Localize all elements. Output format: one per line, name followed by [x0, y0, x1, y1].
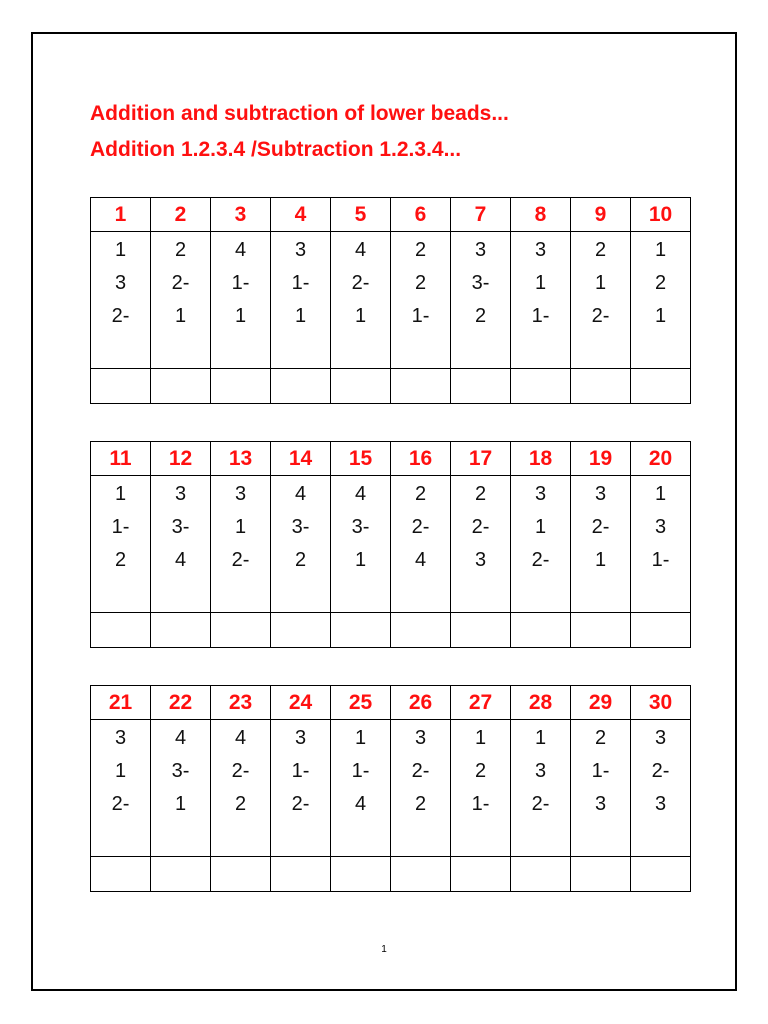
- problem-operand: 1: [654, 305, 667, 327]
- problem-operand: 1-: [291, 760, 310, 782]
- problem-operand: 2-: [411, 760, 430, 782]
- problem-number: 7: [451, 198, 511, 232]
- exercise-table: [90, 685, 691, 892]
- heading-line-1: Addition and subtraction of lower beads...: [90, 102, 509, 125]
- problem-operand: 3-: [291, 516, 310, 538]
- problem-cell: [631, 232, 691, 369]
- problem-number: 14: [271, 442, 331, 476]
- answer-cell[interactable]: [151, 369, 211, 404]
- answer-cell[interactable]: [631, 369, 691, 404]
- problem-number: 29: [571, 686, 631, 720]
- answer-cell[interactable]: [271, 613, 331, 648]
- answer-cell[interactable]: [451, 857, 511, 892]
- problem-number-row: [91, 442, 691, 476]
- answer-cell[interactable]: [91, 613, 151, 648]
- problem-operand: 1: [174, 305, 187, 327]
- problem-number: 30: [631, 686, 691, 720]
- problem-operand: 2-: [111, 793, 130, 815]
- problem-cell: [271, 720, 331, 857]
- problem-row: [91, 720, 691, 857]
- answer-cell[interactable]: [211, 369, 271, 404]
- problem-operand: 3: [414, 727, 427, 749]
- problem-operand: 4: [234, 727, 247, 749]
- problem-operand: 3-: [351, 516, 370, 538]
- problem-cell: [211, 720, 271, 857]
- problem-number: 6: [391, 198, 451, 232]
- problem-cell: [391, 232, 451, 369]
- problem-cell: [151, 720, 211, 857]
- problem-operand: 4: [354, 483, 367, 505]
- answer-cell[interactable]: [91, 857, 151, 892]
- problem-operand: 2-: [531, 793, 550, 815]
- problem-operand: 3: [654, 727, 667, 749]
- problem-operand: 3: [114, 272, 127, 294]
- problem-operand: 2: [654, 272, 667, 294]
- answer-cell[interactable]: [451, 369, 511, 404]
- problem-operand: 3: [534, 239, 547, 261]
- problem-cell: [511, 232, 571, 369]
- problem-operand: 3: [594, 793, 607, 815]
- problem-operand: 2: [594, 239, 607, 261]
- problem-number: 17: [451, 442, 511, 476]
- problem-number: 15: [331, 442, 391, 476]
- answer-cell[interactable]: [271, 369, 331, 404]
- problem-operand: 1: [234, 516, 247, 538]
- problem-number: 1: [91, 198, 151, 232]
- answer-cell[interactable]: [571, 857, 631, 892]
- problem-cell: [631, 476, 691, 613]
- problem-operand: 1-: [651, 549, 670, 571]
- problem-cell: [511, 476, 571, 613]
- exercise-table: [90, 441, 691, 648]
- problem-operand: 4: [174, 727, 187, 749]
- problem-operand: 2-: [471, 516, 490, 538]
- problem-operand: 1: [294, 305, 307, 327]
- answer-cell[interactable]: [631, 613, 691, 648]
- problem-operand: 1-: [531, 305, 550, 327]
- problem-number: 28: [511, 686, 571, 720]
- answer-row: [91, 613, 691, 648]
- problem-operand: 2-: [231, 549, 250, 571]
- problem-cell: [571, 476, 631, 613]
- problem-cell: [331, 476, 391, 613]
- problem-operand: 1: [354, 305, 367, 327]
- problem-operand: 3: [234, 483, 247, 505]
- problem-operand: 1: [114, 760, 127, 782]
- problem-operand: 2-: [171, 272, 190, 294]
- problem-operand: 2: [234, 793, 247, 815]
- problem-operand: 2: [594, 727, 607, 749]
- problem-operand: 1-: [351, 760, 370, 782]
- answer-cell[interactable]: [91, 369, 151, 404]
- problem-number: 9: [571, 198, 631, 232]
- heading-line-2: Addition 1.2.3.4 /Subtraction 1.2.3.4...: [90, 138, 462, 161]
- answer-cell[interactable]: [451, 613, 511, 648]
- problem-cell: [331, 720, 391, 857]
- problem-number: 11: [91, 442, 151, 476]
- problem-operand: 2-: [231, 760, 250, 782]
- problem-operand: 1-: [291, 272, 310, 294]
- problem-number: 26: [391, 686, 451, 720]
- problem-cell: [271, 476, 331, 613]
- problem-operand: 2-: [651, 760, 670, 782]
- problem-operand: 3: [654, 793, 667, 815]
- problem-operand: 1-: [591, 760, 610, 782]
- problem-operand: 2: [414, 272, 427, 294]
- problem-operand: 1: [654, 483, 667, 505]
- problem-number: 18: [511, 442, 571, 476]
- problem-operand: 2-: [351, 272, 370, 294]
- problem-operand: 1: [234, 305, 247, 327]
- problem-operand: 1: [354, 727, 367, 749]
- problem-cell: [91, 476, 151, 613]
- problem-cell: [631, 720, 691, 857]
- answer-cell[interactable]: [391, 369, 451, 404]
- problem-operand: 2: [474, 305, 487, 327]
- problem-operand: 1: [474, 727, 487, 749]
- answer-cell[interactable]: [511, 369, 571, 404]
- problem-operand: 3: [474, 549, 487, 571]
- problem-number: 3: [211, 198, 271, 232]
- problem-operand: 2: [414, 239, 427, 261]
- problem-operand: 2-: [111, 305, 130, 327]
- problem-number: 8: [511, 198, 571, 232]
- problem-operand: 3-: [171, 516, 190, 538]
- problem-cell: [151, 476, 211, 613]
- problem-number: 24: [271, 686, 331, 720]
- problem-operand: 4: [414, 549, 427, 571]
- problem-operand: 1-: [471, 793, 490, 815]
- answer-row: [91, 369, 691, 404]
- problem-operand: 3: [594, 483, 607, 505]
- problem-cell: [571, 232, 631, 369]
- problem-number: 5: [331, 198, 391, 232]
- problem-operand: 3: [654, 516, 667, 538]
- problem-cell: [511, 720, 571, 857]
- answer-cell[interactable]: [211, 857, 271, 892]
- answer-cell[interactable]: [211, 613, 271, 648]
- problem-operand: 3: [534, 760, 547, 782]
- problem-operand: 1: [354, 549, 367, 571]
- problem-operand: 2-: [411, 516, 430, 538]
- problem-operand: 2: [414, 483, 427, 505]
- problem-operand: 1: [114, 239, 127, 261]
- problem-cell: [91, 720, 151, 857]
- problem-number: 23: [211, 686, 271, 720]
- answer-cell[interactable]: [331, 857, 391, 892]
- problem-operand: 3-: [171, 760, 190, 782]
- problem-operand: 2-: [291, 793, 310, 815]
- answer-cell[interactable]: [151, 857, 211, 892]
- problem-operand: 4: [174, 549, 187, 571]
- problem-cell: [451, 476, 511, 613]
- problem-operand: 1: [654, 239, 667, 261]
- problem-operand: 4: [354, 239, 367, 261]
- answer-cell[interactable]: [511, 613, 571, 648]
- problem-number: 10: [631, 198, 691, 232]
- problem-operand: 4: [294, 483, 307, 505]
- problem-operand: 2: [474, 483, 487, 505]
- problem-number: 16: [391, 442, 451, 476]
- problem-operand: 1: [534, 727, 547, 749]
- problem-number-row: [91, 686, 691, 720]
- problem-operand: 2-: [531, 549, 550, 571]
- problem-number: 4: [271, 198, 331, 232]
- problem-operand: 4: [354, 793, 367, 815]
- answer-cell[interactable]: [151, 613, 211, 648]
- answer-cell[interactable]: [631, 857, 691, 892]
- problem-operand: 2: [174, 239, 187, 261]
- problem-number: 21: [91, 686, 151, 720]
- problem-cell: [91, 232, 151, 369]
- problem-cell: [391, 476, 451, 613]
- problem-operand: 1-: [411, 305, 430, 327]
- problem-cell: [211, 476, 271, 613]
- page-number: 1: [381, 944, 387, 955]
- problem-number: 27: [451, 686, 511, 720]
- problem-operand: 1: [594, 272, 607, 294]
- problem-row: [91, 476, 691, 613]
- problem-operand: 1: [594, 549, 607, 571]
- answer-cell[interactable]: [571, 613, 631, 648]
- problem-operand: 1-: [111, 516, 130, 538]
- problem-cell: [391, 720, 451, 857]
- problem-number: 19: [571, 442, 631, 476]
- problem-operand: 3: [294, 239, 307, 261]
- problem-operand: 1: [114, 483, 127, 505]
- problem-operand: 1: [534, 516, 547, 538]
- problem-number: 25: [331, 686, 391, 720]
- problem-cell: [331, 232, 391, 369]
- problem-number: 2: [151, 198, 211, 232]
- answer-cell[interactable]: [331, 613, 391, 648]
- problem-operand: 3: [294, 727, 307, 749]
- worksheet-heading: [90, 96, 509, 168]
- problem-number: 12: [151, 442, 211, 476]
- problem-operand: 1: [174, 793, 187, 815]
- problem-operand: 2: [414, 793, 427, 815]
- problem-number: 20: [631, 442, 691, 476]
- problem-cell: [151, 232, 211, 369]
- problem-operand: 1-: [231, 272, 250, 294]
- problem-operand: 2: [294, 549, 307, 571]
- problem-operand: 4: [234, 239, 247, 261]
- problem-operand: 3: [114, 727, 127, 749]
- problem-cell: [211, 232, 271, 369]
- problem-operand: 3: [474, 239, 487, 261]
- problem-operand: 2: [114, 549, 127, 571]
- problem-cell: [451, 720, 511, 857]
- problem-number: 13: [211, 442, 271, 476]
- problem-row: [91, 232, 691, 369]
- problem-operand: 2-: [591, 305, 610, 327]
- problem-operand: 3: [534, 483, 547, 505]
- problem-operand: 3: [174, 483, 187, 505]
- answer-cell[interactable]: [571, 369, 631, 404]
- problem-operand: 2-: [591, 516, 610, 538]
- problem-number: 22: [151, 686, 211, 720]
- problem-cell: [271, 232, 331, 369]
- problem-operand: 2: [474, 760, 487, 782]
- answer-row: [91, 857, 691, 892]
- answer-cell[interactable]: [391, 613, 451, 648]
- problem-operand: 3-: [471, 272, 490, 294]
- answer-cell[interactable]: [511, 857, 571, 892]
- exercise-table: [90, 197, 691, 404]
- problem-cell: [451, 232, 511, 369]
- answer-cell[interactable]: [271, 857, 331, 892]
- problem-number-row: [91, 198, 691, 232]
- problem-operand: 1: [534, 272, 547, 294]
- problem-cell: [571, 720, 631, 857]
- answer-cell[interactable]: [391, 857, 451, 892]
- answer-cell[interactable]: [331, 369, 391, 404]
